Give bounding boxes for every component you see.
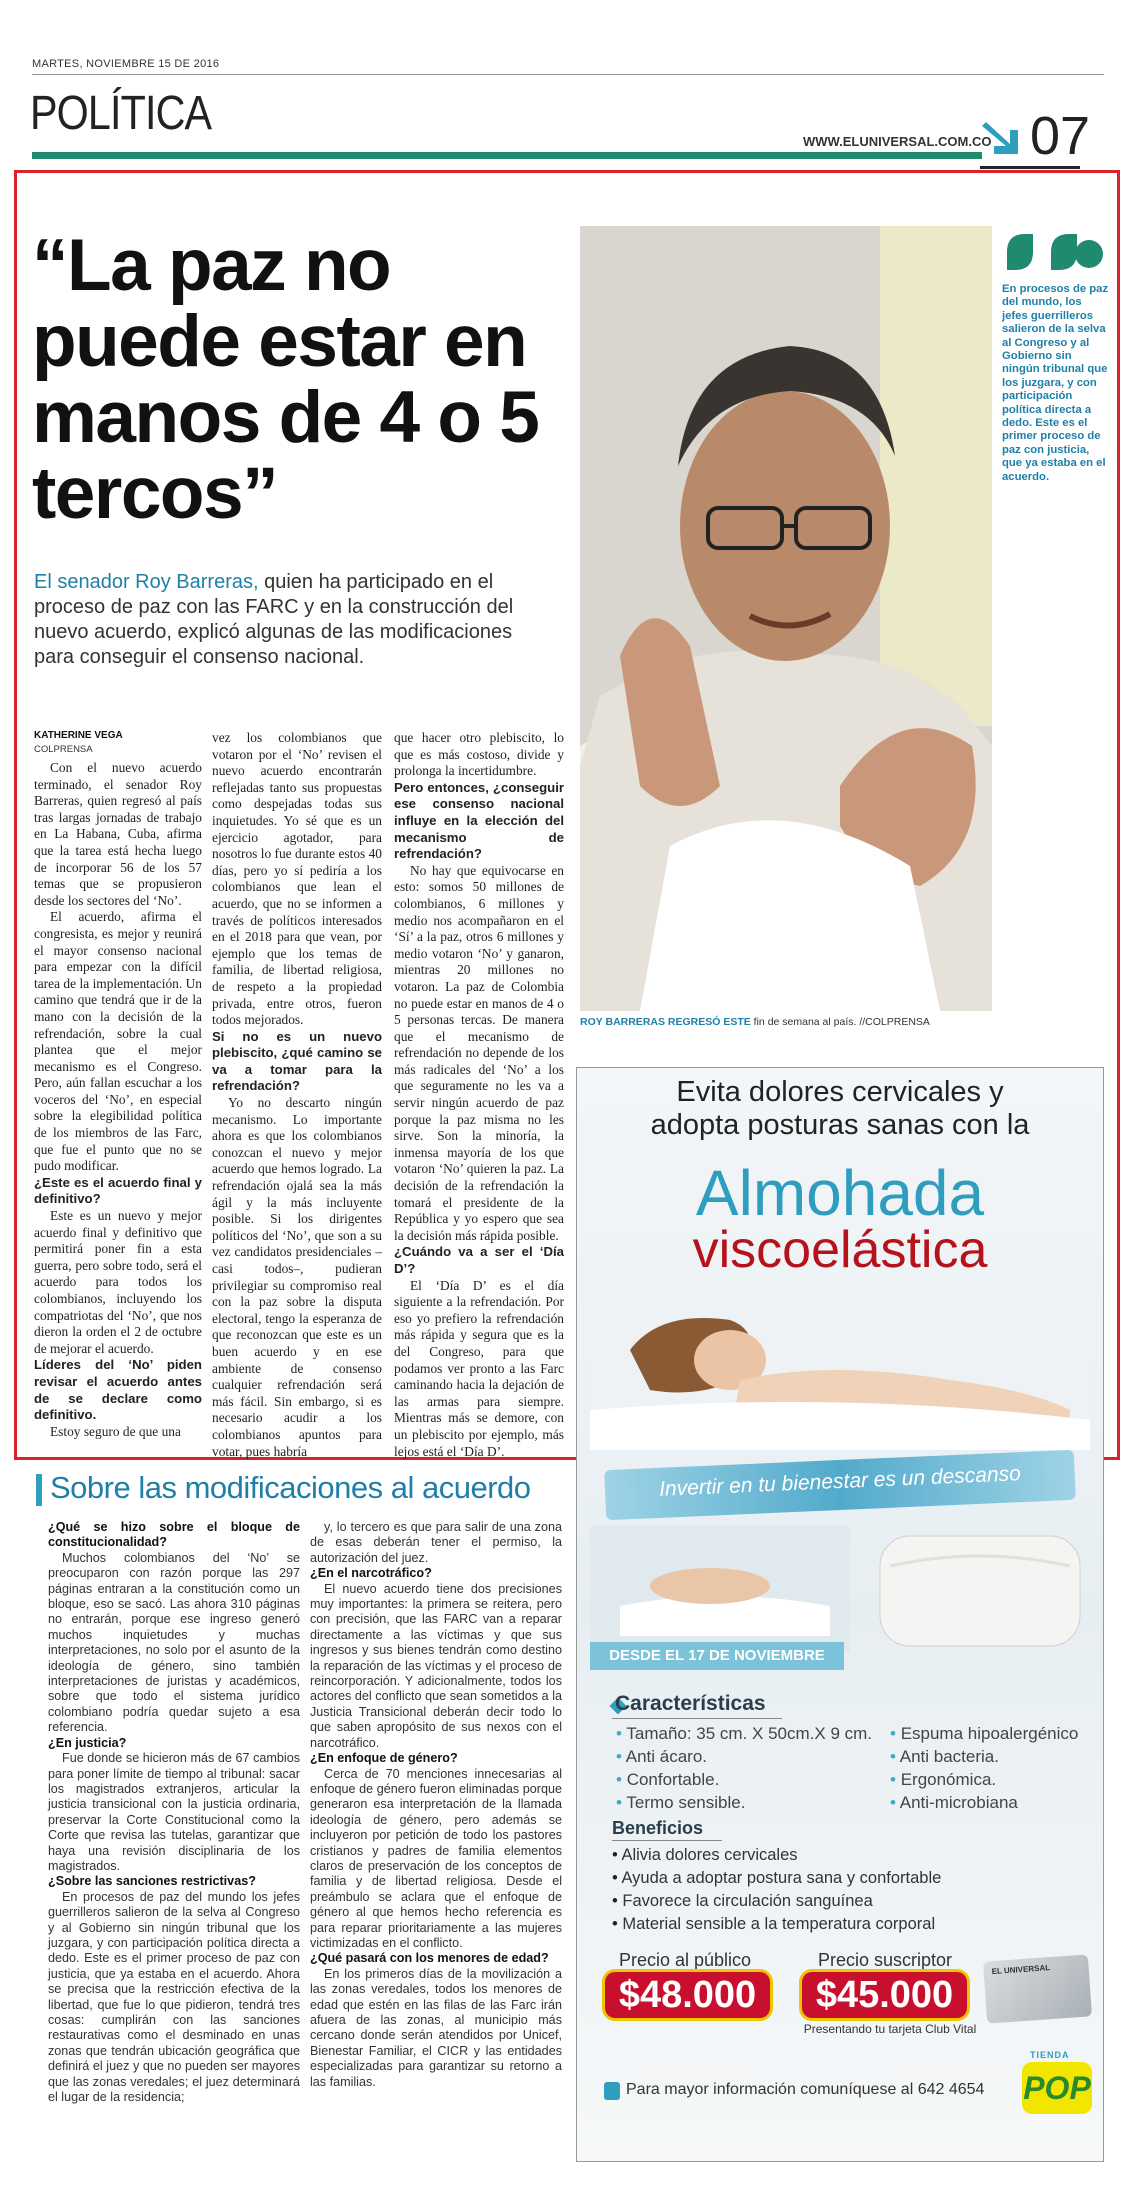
headline: “La paz no puede estar en manos de 4 o 5 tercos” — [32, 225, 539, 534]
body-paragraph: No hay que equivocarse en esto: somos 50 millones de colombianos, 6 millones y medio nos acompañaron en el ‘Sí’ a la paz, otros 6 millones y medio votaron ‘No’ y ganaron, mientras 20 millones no votaron. La paz de Colombia no puede estar en manos de 4 o 5 personas tercas. De manera que el mecanismo de refrendación no depende de los más radicales del ‘No’ a los que seguramente no les va a servir ningún acuerdo de paz porque la paz misma no les sirve. Son la minoría, la inmensa mayoría de los que votaron ‘No’ quieren la paz. La decisión de la refrendación la tomará el presidente de la República y yo espero que sea la decisión más rápida posible. — [394, 862, 564, 1243]
question-paragraph: ¿Este es el acuerdo final y definitivo? — [34, 1174, 202, 1207]
body-paragraph: El nuevo acuerdo tiene dos precisiones muy importantes: la primera se reitera, pero con precisión, que las FARC van a reparar directamente a las víctimas y que sus ingresos y sus bienes tendrán como destino la reparación de las víctimas y el proceso de reincorporación. Y adicionalmente, todos los actores del conflicto que sean sometidos a la Justicia Transicional deberán decir todo lo que saben apropósito de sus nexos con el narcotráfico. — [310, 1581, 562, 1750]
sidebar-quote: En procesos de paz del mundo, los jefes guerrilleros salieron de la selva al Congreso y al Gobierno sin ningún tribunal que los juzgara, y con participación política directa a dedo. Este es el primer proceso de paz con justicia, que ya estaba en el acuerdo. — [1002, 283, 1109, 483]
modifications-bar — [36, 1474, 42, 1506]
feature-item: • Ergonómica. — [890, 1768, 1100, 1791]
question-paragraph: ¿Qué pasará con los menores de edad? — [310, 1951, 549, 1966]
brand-line-1: Almohada — [695, 1157, 985, 1229]
subhead — [34, 570, 544, 670]
brand-line-2: viscoelástica — [692, 1221, 988, 1279]
benefits-list — [612, 1844, 1082, 1936]
feature-item: • Anti ácaro. — [616, 1745, 896, 1768]
sleeping-woman-image — [590, 1290, 1090, 1450]
benefit-item: • Material sensible a la temperatura corporal — [612, 1913, 1082, 1936]
features-rule — [612, 1718, 782, 1719]
features-list-right — [890, 1722, 1100, 1814]
page-number: 07 — [1030, 106, 1091, 166]
author: KATHERINE VEGA — [34, 730, 123, 741]
phone-icon — [604, 2082, 620, 2100]
body-paragraph: El acuerdo, afirma el congresista, es mejor y reunirá el mayor consenso nacional para empezar con la difícil tarea de la implementación. Un camino que tendrá que ir de la mano con la decisión de la refrendación, sobre la cual plantea que el mejor mecanismo es el Congreso. Pero, aún fallan escuchar a los voceros del ‘No’, en especial sobre la elegibilidad política de los miembros de las Farc, que fue el punto que no se pudo modificar. — [34, 909, 202, 1174]
pillow-image — [590, 1526, 1090, 1652]
body-paragraph: Con el nuevo acuerdo terminado, el senador Roy Barreras, quien regresó al país tras largas jornadas de trabajo en La Habana, Cuba, afirma que la tarea está hecha luego de incorporar 56 de los 57 temas que se propusieron desde los sectores del ‘No’. — [34, 760, 202, 908]
subhead-rest: quien ha participado en el proceso de paz con las FARC y en la construcción del nuevo acuerdo, explicó algunas de las modificaciones para conseguir el consenso nacional. — [34, 571, 514, 668]
article-col-1 — [34, 760, 202, 1450]
question-paragraph: ¿En justicia? — [48, 1735, 127, 1750]
benefit-item: • Ayuda a adoptar postura sana y confortable — [612, 1867, 1082, 1890]
article-photo — [580, 226, 992, 1011]
body-paragraph: y, lo tercero es que para salir de una zona de esas deberán tener el permiso, la autorización del juez. — [310, 1520, 562, 1565]
subhead-lead: El senador Roy Barreras, — [34, 571, 259, 593]
card-note: Presentando tu tarjeta Club Vital — [803, 2022, 977, 2036]
price-public: $48.000 — [605, 1972, 770, 2018]
question-paragraph: ¿Cuándo va a ser el ‘Día D’? — [394, 1244, 564, 1276]
benefit-item: • Alivia dolores cervicales — [612, 1844, 1082, 1867]
feature-item: • Anti-microbiana — [890, 1791, 1100, 1814]
question-paragraph: ¿Qué se hizo sobre el bloque de constitucionalidad? — [48, 1520, 300, 1550]
page-number-rule — [980, 166, 1080, 169]
article-col-3 — [394, 730, 564, 1459]
body-paragraph: Estoy seguro de que una — [50, 1423, 181, 1439]
body-paragraph: En procesos de paz del mundo los jefes guerrilleros salieron de la selva al Congreso y al Gobierno sin ningún tribunal que los juzgara, y con participación política directa a dedo. Este es el primer proceso de paz con justicia, que ya estaba en el acuerdo. Ahora se precisa que la restricción efectiva de la libertad, que fue lo que pidieron, tendrá tres cosas: cumplirán con las sanciones restaurativas como el desminado en unas zonas que tendrán ubicación geográfica que definirá el juez y que no pueden ser mayores que las zonas veredales; el juez determinará el lugar de la residencia; — [48, 1889, 300, 2105]
section-bar — [32, 152, 982, 159]
body-paragraph: que hacer otro plebiscito, lo que es más costoso, divide y prolonga la incertidumbre. — [394, 730, 564, 779]
feature-item: • Anti bacteria. — [890, 1745, 1100, 1768]
question-paragraph: ¿Sobre las sanciones restrictivas? — [48, 1874, 256, 1889]
ad-ribbon-text: Invertir en tu bienestar es un descanso — [658, 1462, 1022, 1501]
page-date: MARTES, NOVIEMBRE 15 DE 2016 — [32, 58, 220, 70]
club-card-brand: EL UNIVERSAL — [991, 1963, 1051, 1977]
question-paragraph: ¿En el narcotráfico? — [310, 1566, 432, 1581]
quote-icon — [1003, 230, 1103, 274]
store-label: TIENDA — [1030, 2050, 1070, 2060]
body-paragraph: Este es un nuevo y mejor acuerdo final y definitivo que permitirá poner fin a esta guerra, pero sobre todo, será el acuerdo para todos los colombianos, incluyendo los compatriotas del ‘No’, que nos dieron la orden el 2 de octubre de mejorar el acuerdo. — [34, 1208, 202, 1356]
article-col-2 — [212, 730, 382, 1459]
benefits-title: Beneficios — [612, 1818, 704, 1838]
question-paragraph: ¿En enfoque de género? — [310, 1751, 458, 1766]
body-paragraph: Fue donde se hicieron más de 67 cambios para poner límite de tiempo al tribunal: sacar los magistrados extranjeros, articular la justicia transicional con la justicia ordinaria, preservar la Corte Constitucional como la Corte que revisa las tutelas, garantizar que haya una revisión disciplinaria de los magistrados. — [48, 1751, 300, 1873]
ad-headline — [576, 1076, 1104, 1142]
question-paragraph: Pero entonces, ¿conseguir ese consenso nacional influye en la elección del mecanismo de refrendación? — [394, 779, 564, 862]
features-list-left — [616, 1722, 896, 1814]
top-rule — [32, 74, 1104, 75]
contact-info: Para mayor información comuníquese al 642 4654 — [626, 2081, 985, 2098]
section-title: POLÍTICA — [30, 87, 212, 140]
photo-caption — [580, 1016, 992, 1028]
date-banner: DESDE EL 17 DE NOVIEMBRE — [590, 1642, 844, 1670]
body-paragraph: Muchos colombianos del ‘No’ se preocuparon con razón porque las 297 páginas entraran a la constitución como un bloque, eso se sacó. Las ahora 310 páginas no entrarán, porque ese ingreso generó muchos inquietudes y muchas interpretaciones, no solo por el asunto de la ideología de género, sino también interpretaciones de juristas y académicos, sobre que todo el sistema jurídico colombiano podría quedar sujeto a esa referencia. — [48, 1550, 300, 1735]
feature-item: • Confortable. — [616, 1768, 896, 1791]
benefit-item: • Favorece la circulación sanguínea — [612, 1890, 1082, 1913]
feature-item: • Espuma hipoalergénico — [890, 1722, 1100, 1745]
feature-item: • Tamaño: 35 cm. X 50cm.X 9 cm. — [616, 1722, 896, 1745]
price-sub: $45.000 — [802, 1972, 967, 2018]
website: WWW.ELUNIVERSAL.COM.CO — [803, 134, 992, 149]
ad-headline-line-2: adopta posturas sanas con la — [650, 1109, 1030, 1141]
feature-item: • Termo sensible. — [616, 1791, 896, 1814]
club-card — [983, 1954, 1092, 2023]
modifications-col-1 — [48, 1520, 300, 2140]
photo-caption-bold: ROY BARRERAS REGRESÓ ESTE — [580, 1016, 751, 1028]
body-paragraph: vez los colombianos que votaron por el ‘No’ revisen el nuevo acuerdo encontrarán reflejadas tanto sus propuestas como despejadas todas sus inquietudes. Yo sé que es un ejercicio agotador, para nosotros lo fue durante estos 40 días, pero yo sí pediría a los colombianos que lean el acuerdo, que no se informen a través de políticos interesados en el 2018 para que vean, por ejemplo que los temas de familia, de libertad religiosa, de respeto a la propiedad privada, entre otros, fueron todos mejorados. — [212, 730, 382, 1028]
arrow-icon — [980, 118, 1026, 158]
modifications-title: Sobre las modificaciones al acuerdo — [50, 1470, 531, 1505]
question-paragraph: Líderes del ‘No’ piden revisar el acuerdo antes de se declare como definitivo. — [34, 1357, 202, 1423]
price-public-label: Precio al público — [618, 1950, 752, 1970]
features-title: Características — [615, 1692, 766, 1715]
modifications-col-2 — [310, 1520, 562, 2140]
benefits-rule — [612, 1840, 722, 1841]
ad-headline-line-1: Evita dolores cervicales y — [676, 1076, 1004, 1108]
body-paragraph: El ‘Día D’ es el día siguiente a la refrendación. Por eso yo prefiero la refrendación más rápida y segura que es la del Congreso, para que podamos ver pronto a las Farc caminando hacia la dejación de las armas para siempre. Mientras más se demore, con un plebiscito por ejemplo, más lejos está el ‘Día D’. — [394, 1277, 564, 1459]
photo-caption-rest: fin de semana al país. //COLPRENSA — [750, 1016, 930, 1028]
price-sub-label: Precio suscriptor — [817, 1950, 953, 1970]
body-paragraph: Cerca de 70 menciones innecesarias al enfoque de género fueron eliminadas porque generaron esa interpretación de la llamada ideología de género, pero además se incluyeron por petición de todo los pastores cristianos y padres de familia elementos claros de preservación de los conceptos de familia y de libertad religiosa. Desde el preámbulo se aclara que el enfoque de género al que hemos hecho referencia es para reparar prioritariamente a las mujeres victimizadas en el conflicto. — [310, 1766, 562, 1950]
question-paragraph: Si no es un nuevo plebiscito, ¿qué camino se va a tomar para la refrendación? — [212, 1028, 382, 1094]
agency: COLPRENSA — [34, 744, 93, 755]
store-logo: POP — [1022, 2062, 1092, 2114]
body-paragraph: En los primeros días de la movilización a las zonas veredales, todos los menores de edad que estén en las filas de las Farc irán afuera de las zonas, al municipio más cercano donde serán atendidos por Unicef, Bienestar Familiar, el CICR y las entidades especializadas para garantizar su retorno a las familias. — [310, 1966, 562, 2089]
body-paragraph: Yo no descarto ningún mecanismo. Lo importante ahora es que los colombianos conozcan el nuevo y mejor acuerdo que hemos logrado. La refrendación ojalá sea la más ágil y la más incluyente posible. Si los dirigentes políticos del ‘No’, que son a su vez candidatos presidenciales –casi todos–, pudieran privilegiar su compromiso real con la paz sobre la disputa electoral, tengo la esperanza de que reconozcan que este es un buen acuerdo y en ese ambiente de consenso cualquier refrendación será más fácil. Sin embargo, si es necesario acudir a los colombianos apuntos para votar, pues habría — [212, 1095, 382, 1459]
